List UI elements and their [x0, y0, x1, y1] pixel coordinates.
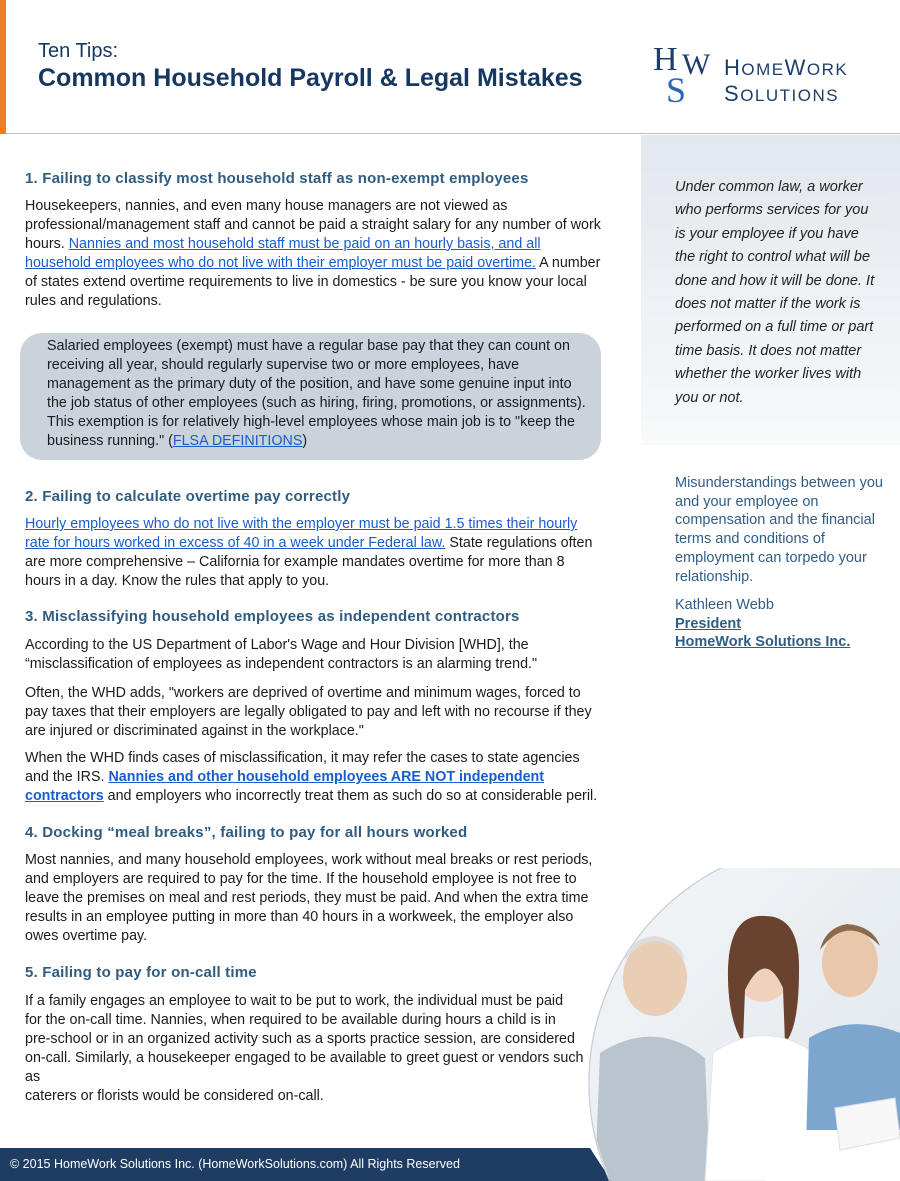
- consultation-photo: [585, 868, 900, 1181]
- signature-name: Kathleen Webb: [675, 597, 774, 613]
- hsw-logo-icon: [652, 40, 718, 104]
- section-5-heading: 5. Failing to pay for on-call time: [25, 964, 257, 981]
- svg-text:H: H: [653, 41, 678, 78]
- flsa-definitions-link[interactable]: FLSA DEFINITIONS: [172, 433, 303, 449]
- svg-text:W: W: [682, 48, 711, 81]
- exempt-callout-text: Salaried employees (exempt) must have a regular base pay that they can count on receiving all year, should regularly supervise two or more employees, have management as the primary duty of the position, and have some genuine input into the job status of other employees (such as hiring, firing, promotions, or assignments). This exemption is for relatively high-level employees whose main job is to "keep the business running." (FLSA DEFINITIONS): [47, 338, 586, 449]
- section-3-heading: 3. Misclassifying household employees as independent contractors: [25, 608, 520, 625]
- copyright-text: © 2015 HomeWork Solutions Inc. (HomeWorkSolutions.com) All Rights Reserved: [10, 1157, 460, 1171]
- sidebar-quote: Under common law, a worker who performs services for you is your employee if you have the right to control what will be done and how it will be done. It does not matter if the work is performed on a full time or part time basis. It does not matter whether the worker lives with you or not.: [675, 179, 875, 406]
- section-3-paragraph-3: When the WHD finds cases of misclassification, it may refer the cases to state agencies and the IRS. Nannies and other household employees ARE NOT independent contractors and employers who incorrectly treat them as such do so at considerable peril.: [25, 750, 598, 804]
- overtime-rate-link[interactable]: Hourly employees who do not live with the employer must be paid 1.5 times their hourly rate for hours worked in excess of 40 in a week under Federal law.: [25, 516, 578, 551]
- page-subtitle: Ten Tips:: [38, 40, 119, 62]
- logo-wordmark: HOMEWORK SOLUTIONS: [724, 55, 849, 106]
- svg-text:S: S: [666, 70, 687, 104]
- signature-company: HomeWork Solutions Inc.: [675, 634, 851, 650]
- section-3-paragraph-1: According to the US Department of Labor's Wage and Hour Division [WHD], the “misclassification of employees as independent contractors is an alarming trend.": [25, 637, 538, 672]
- section-1-paragraph: Housekeepers, nannies, and even many house managers are not viewed as professional/management staff and cannot be paid a straight salary for any number of work hours. Nannies and most household staff must be paid on an hourly basis, and all household employees who do not live with their employer must be paid overtime. A number of states extend overtime requirements to live in domestics - be sure you know your local rules and regulations.: [25, 198, 601, 309]
- section-5-paragraph: If a family engages an employee to wait to be put to work, the individual must be paid for the on-call time. Nannies, when required to be available during hours a child is in pre-school or in an organized activity such as a sports practice session, are considered on-call. Similarly, a housekeeper engaged to be available to greet guest or vendors such as caterers or florists would be considered on-call.: [25, 993, 584, 1104]
- accent-bar: [0, 0, 6, 134]
- section-3-paragraph-2: Often, the WHD adds, "workers are deprived of overtime and minimum wages, forced to pay taxes that their employers are legally obligated to pay and left with no recourse if they are injured or discriminated against in the workplace.": [25, 685, 592, 739]
- section-2-heading: 2. Failing to calculate overtime pay correctly: [25, 488, 351, 505]
- independent-contractors-link[interactable]: Nannies and other household employees ARE NOT independent contractors: [25, 768, 545, 804]
- section-4-heading: 4. Docking “meal breaks”, failing to pay for all hours worked: [25, 824, 468, 841]
- section-1-heading: 1. Failing to classify most household staff as non-exempt employees: [25, 170, 529, 187]
- page-title: Common Household Payroll & Legal Mistakes: [38, 64, 583, 92]
- section-4-paragraph: Most nannies, and many household employees, work without meal breaks or rest periods, and employers are required to pay for the time. If the household employee is not free to leave the premises on meal and rest periods, they must be paid. And when the extra time results in an employee putting in more than 40 hours in a workweek, the employer also owes overtime pay.: [25, 852, 593, 944]
- signature-title: President: [675, 616, 742, 632]
- sidebar-pull-quote: Misunderstandings between you and your employee on compensation and the financial terms and conditions of employment can torpedo your relationship.: [675, 475, 883, 585]
- overtime-rule-link[interactable]: Nannies and most household staff must be paid on an hourly basis, and all household employees who do not live with their employer must be paid overtime.: [25, 235, 541, 271]
- section-2-paragraph: Hourly employees who do not live with the employer must be paid 1.5 times their hourly rate for hours worked in excess of 40 in a week under Federal law. State regulations often are more comprehensive – California for example mandates overtime for more than 8 hours in a day. Know the rules that apply to you.: [25, 516, 593, 589]
- company-logo[interactable]: [652, 40, 872, 106]
